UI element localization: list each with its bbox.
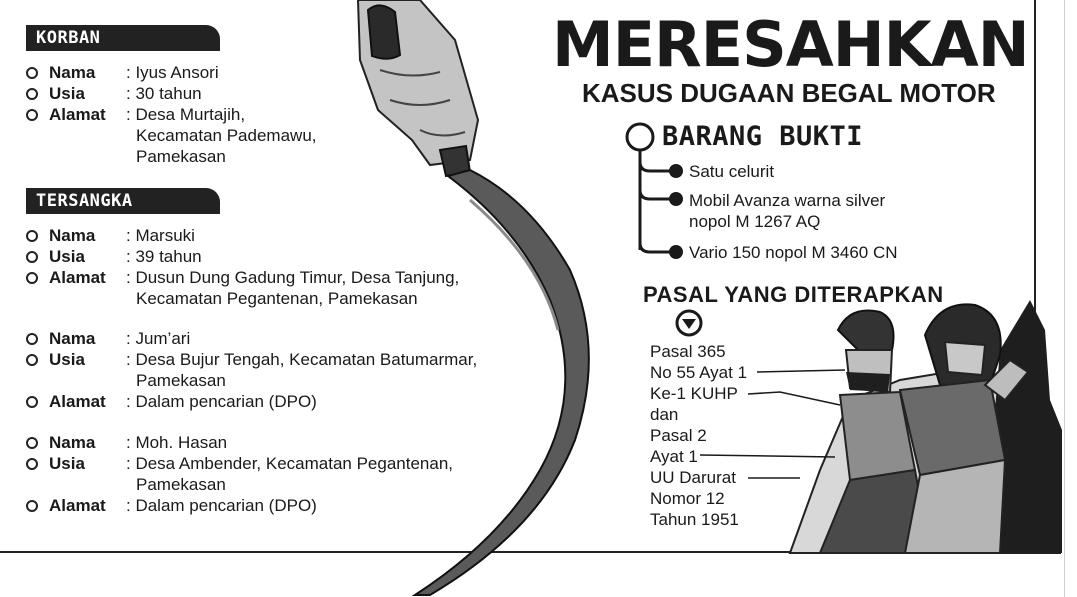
chevron-down-circle-icon (677, 311, 701, 335)
bullet-icon (26, 272, 38, 284)
headline-subtitle: KASUS DUGAAN BEGAL MOTOR (582, 78, 996, 108)
tersangka-entry-2 (26, 328, 546, 412)
field-value: : Marsuki (126, 226, 195, 245)
field-value: : Dusun Dung Gadung Timur, Desa Tanjung, (126, 268, 460, 287)
pasal-line: Pasal 365 (650, 342, 726, 361)
barang-bukti-item (689, 190, 885, 232)
pasal-line: Ke-1 KUHP (650, 384, 738, 403)
field-value: : Desa Bujur Tengah, Kecamatan Batumarmar, (126, 350, 478, 369)
field-value: : Iyus Ansori (126, 63, 219, 82)
field-value: : 39 tahun (126, 247, 202, 266)
bullet-icon (26, 396, 38, 408)
field-label: Nama (49, 433, 96, 452)
field-label: Usia (49, 247, 85, 266)
field-label: Alamat (49, 268, 106, 287)
tersangka-entry-3 (26, 432, 546, 516)
field-label: Usia (49, 84, 85, 103)
pasal-line: No 55 Ayat 1 (650, 363, 748, 382)
field-value: : 30 tahun (126, 84, 202, 103)
tersangka-header: TERSANGKA (26, 188, 220, 214)
bullet-icon (26, 437, 38, 449)
field-value-continued: Pamekasan (136, 147, 226, 166)
korban-entry (26, 62, 546, 167)
field-label: Nama (49, 226, 96, 245)
field-label: Alamat (49, 392, 106, 411)
barang-bukti-title: BARANG BUKTI (662, 121, 864, 152)
field-value: : Desa Ambender, Kecamatan Pegantenan, (126, 454, 454, 473)
robbers-illustration-icon (790, 300, 1062, 553)
field-value-continued: Kecamatan Pademawu, (136, 126, 317, 145)
bullet-icon (26, 88, 38, 100)
bullet-icon (26, 109, 38, 121)
barang-bukti-item: Satu celurit (689, 162, 775, 181)
headline-title: MERESAHKAN (552, 8, 1029, 81)
barang-bukti-item-line: Mobil Avanza warna silver (689, 191, 886, 210)
field-value: : Dalam pencarian (DPO) (126, 392, 317, 411)
field-value: : Moh. Hasan (126, 433, 228, 452)
bullet-icon (26, 67, 38, 79)
pasal-title: PASAL YANG DITERAPKAN (643, 282, 944, 307)
field-label: Nama (49, 329, 96, 348)
bullet-icon (26, 354, 38, 366)
field-value-continued: Pamekasan (136, 475, 226, 494)
korban-header: KORBAN (26, 25, 220, 51)
pasal-line: UU Darurat (650, 468, 736, 487)
field-label: Alamat (49, 496, 106, 515)
bullet-icon (26, 333, 38, 345)
field-value-continued: Pamekasan (136, 371, 226, 390)
pasal-list (650, 341, 747, 530)
bullet-icon (26, 500, 38, 512)
barang-bukti-item-line: nopol M 1267 AQ (689, 212, 821, 231)
field-label: Nama (49, 63, 96, 82)
field-label: Usia (49, 454, 85, 473)
field-value: : Dalam pencarian (DPO) (126, 496, 317, 515)
field-value: : Jum’ari (126, 329, 191, 348)
pasal-line: Tahun 1951 (650, 510, 739, 529)
field-label: Alamat (49, 105, 106, 124)
barang-bukti-item: Vario 150 nopol M 3460 CN (689, 243, 898, 262)
field-label: Usia (49, 350, 85, 369)
pasal-line: Pasal 2 (650, 426, 707, 445)
pasal-line: dan (650, 405, 679, 424)
pasal-line: Nomor 12 (650, 489, 725, 508)
field-value: : Desa Murtajih, (126, 105, 246, 124)
bullet-icon (26, 251, 38, 263)
tersangka-entry-1 (26, 225, 546, 309)
pasal-line: Ayat 1 (650, 447, 698, 466)
field-value-continued: Kecamatan Pegantenan, Pamekasan (136, 289, 418, 308)
bullet-icon (26, 230, 38, 242)
bullet-icon (26, 458, 38, 470)
